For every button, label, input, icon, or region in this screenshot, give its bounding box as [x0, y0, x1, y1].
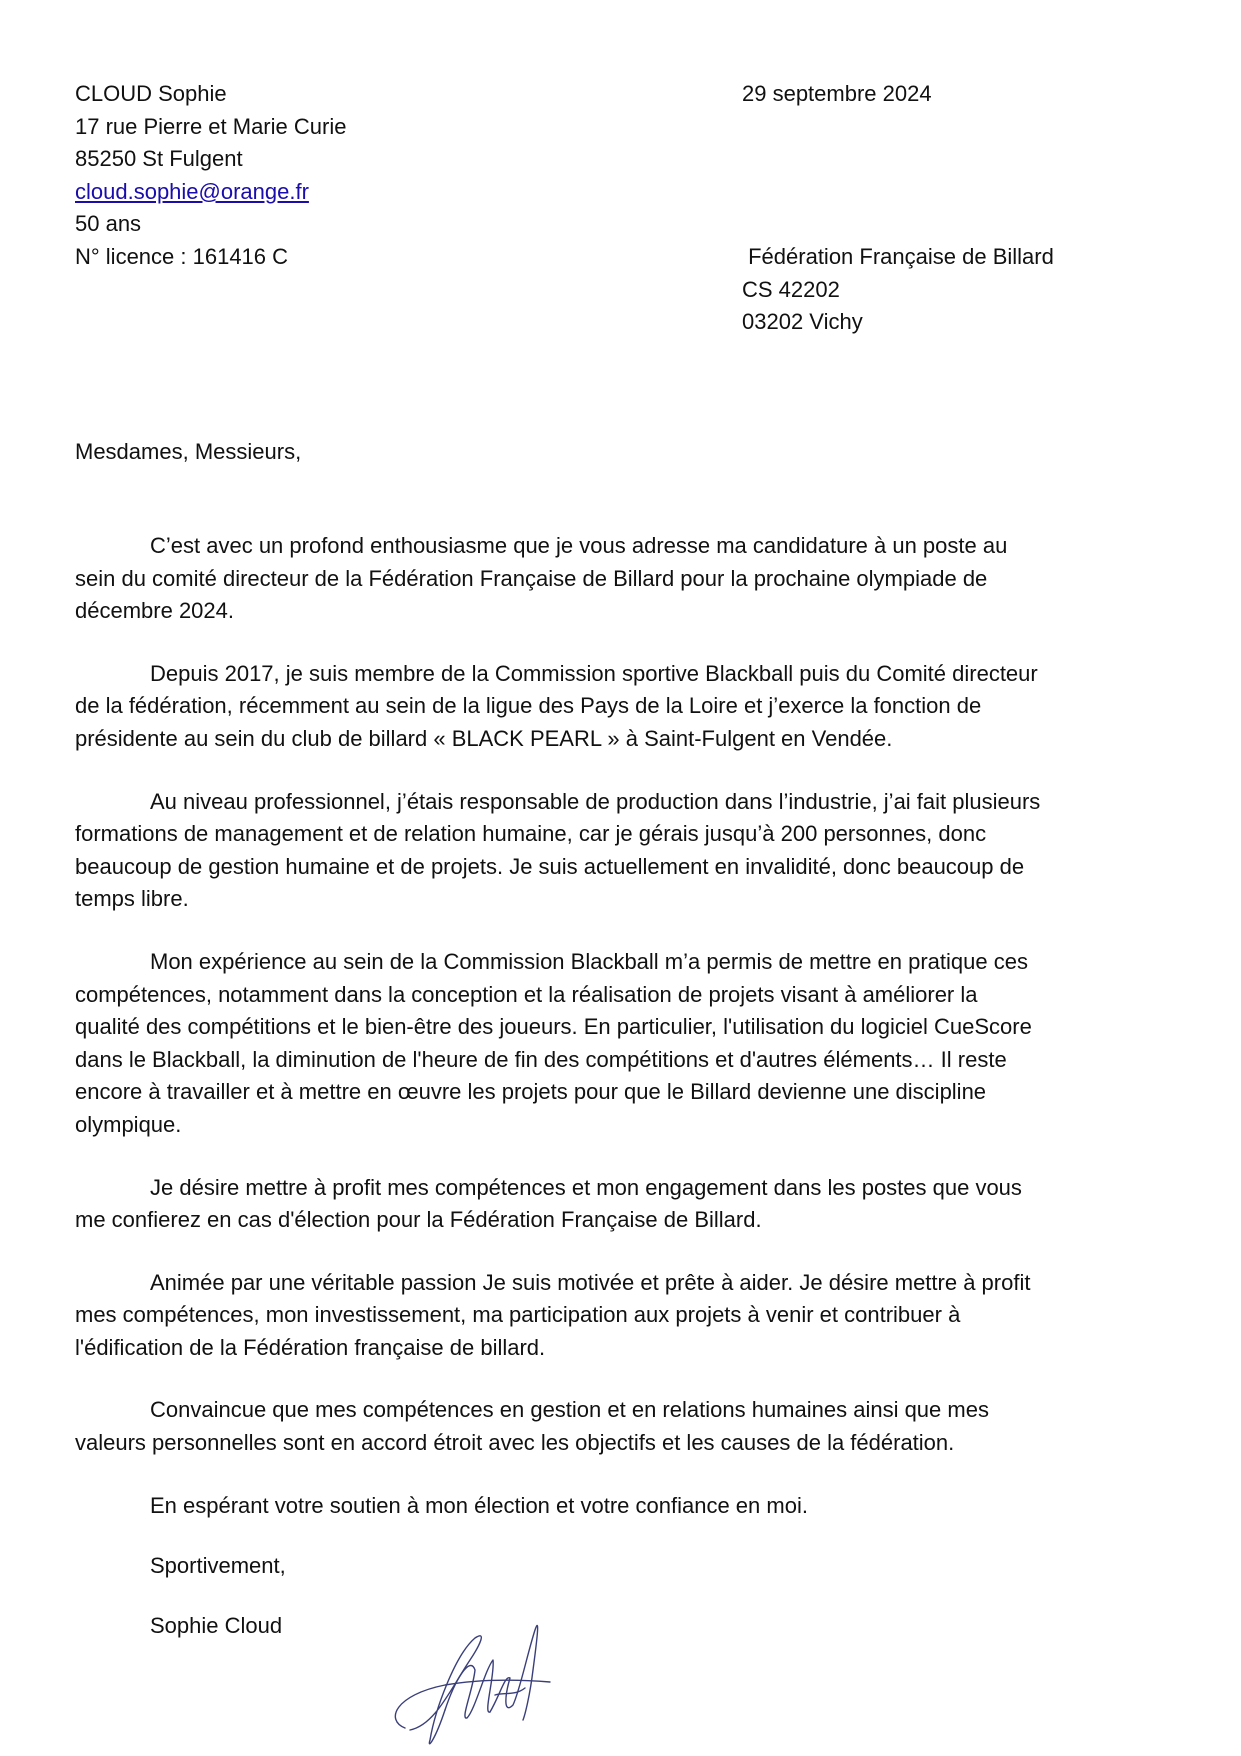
paragraph-line: [75, 946, 1175, 979]
paragraph-line: [75, 723, 1175, 756]
letter-body: [75, 436, 1175, 1642]
paragraph-line: [75, 1109, 1175, 1142]
paragraph-line: [75, 1076, 1175, 1109]
sender-street: 17 rue Pierre et Marie Curie: [75, 113, 347, 139]
paragraph-line: [75, 690, 1175, 723]
paragraph: [75, 658, 1175, 756]
paragraph-line: [75, 595, 1175, 628]
paragraph: [75, 1267, 1175, 1365]
paragraph-text: Depuis 2017, je suis membre de la Commission sportive Blackball puis du Comité directeur: [150, 660, 1038, 686]
paragraph-text: décembre 2024.: [75, 598, 234, 624]
paragraph-text: temps libre.: [75, 886, 189, 912]
paragraph-text: C’est avec un profond enthousiasme que je vous adresse ma candidature à un poste au: [150, 533, 1008, 558]
signature-name: Sophie Cloud: [150, 1612, 283, 1638]
handwritten-signature-icon: [375, 1600, 595, 1750]
paragraph-text: qualité des compétitions et le bien-être des joueurs. En particulier, l'utilisation du logiciel CueScore: [75, 1014, 1032, 1040]
paragraph-line: [75, 1044, 1175, 1077]
sender-block: [75, 78, 346, 274]
paragraph-text: Animée par une véritable passion Je suis motivée et prête à aider. Je désire mettre à profit: [150, 1269, 1031, 1295]
recipient-box: CS 42202: [742, 276, 840, 302]
paragraph: [75, 530, 1175, 628]
sender-age: 50 ans: [75, 211, 142, 237]
paragraph-line: [75, 1427, 1175, 1460]
recipient-block: [742, 241, 1054, 339]
paragraph-text: sein du comité directeur de la Fédération Française de Billard pour la prochaine olympiade de: [75, 565, 988, 591]
paragraph-text: mes compétences, mon investissement, ma participation aux projets à venir et contribuer à: [75, 1302, 961, 1328]
paragraph: [75, 1172, 1175, 1237]
paragraph-line: [75, 979, 1175, 1012]
paragraph-line: [75, 1394, 1175, 1427]
paragraph-line: [75, 1172, 1175, 1205]
paragraph-text: Au niveau professionnel, j’étais responsable de production dans l’industrie, j’ai fait plusieurs: [150, 788, 1041, 814]
paragraph-line: [75, 1204, 1175, 1237]
paragraph-line: [75, 658, 1175, 691]
paragraph-text: présidente au sein du club de billard « BLACK PEARL » à Saint-Fulgent en Vendée.: [75, 725, 893, 751]
paragraph-line: [75, 1011, 1175, 1044]
paragraph-text: Convaincue que mes compétences en gestion et en relations humaines ainsi que mes: [150, 1397, 989, 1423]
closing-hope: En espérant votre soutien à mon élection et votre confiance en moi.: [150, 1492, 808, 1518]
paragraph-text: compétences, notamment dans la conception et la réalisation de projets visant à améliorer la: [75, 981, 978, 1007]
letter-date: 29 septembre 2024: [742, 81, 932, 106]
paragraph: [75, 1394, 1175, 1459]
paragraph-text: Je désire mettre à profit mes compétences et mon engagement dans les postes que vous: [150, 1174, 1022, 1200]
paragraph-text: beaucoup de gestion humaine et de projets. Je suis actuellement en invalidité, donc beaucoup de: [75, 853, 1025, 879]
paragraph-line: [75, 818, 1175, 851]
paragraph-list: [75, 530, 1175, 1460]
paragraph: [75, 946, 1175, 1142]
paragraph-line: [75, 563, 1175, 596]
paragraph-line: [75, 1332, 1175, 1365]
paragraph-text: dans le Blackball, la diminution de l'heure de fin des compétitions et d'autres éléments… Il reste: [75, 1046, 1007, 1072]
paragraph-line: [75, 883, 1175, 916]
salutation: Mesdames, Messieurs,: [75, 439, 302, 464]
paragraph-text: Mon expérience au sein de la Commission Blackball m’a permis de mettre en pratique ces: [150, 948, 1028, 974]
paragraph-text: valeurs personnelles sont en accord étroit avec les objectifs et les causes de la fédération.: [75, 1430, 955, 1456]
sender-name: CLOUD Sophie: [75, 81, 227, 106]
signature-drawing: [375, 1600, 595, 1750]
paragraph-line: [75, 1267, 1175, 1300]
sender-city: 85250 St Fulgent: [75, 146, 243, 172]
paragraph: [75, 786, 1175, 916]
paragraph-line: [75, 786, 1175, 819]
paragraph-text: l'édification de la Fédération française de billard.: [75, 1334, 546, 1360]
paragraph-line: [75, 1299, 1175, 1332]
signature-stroke: [490, 1626, 538, 1720]
sender-licence: N° licence : 161416 C: [75, 243, 289, 269]
paragraph-text: encore à travailler et à mettre en œuvre les projets pour que le Billard devienne une discipline: [75, 1079, 987, 1105]
closing-regards: Sportivement,: [150, 1552, 286, 1578]
paragraph-text: olympique.: [75, 1111, 182, 1137]
sender-email-link[interactable]: cloud.sophie@orange.fr: [75, 178, 309, 204]
paragraph-line: [75, 530, 1175, 563]
paragraph-line: [75, 851, 1175, 884]
paragraph-text: de la fédération, récemment au sein de la ligue des Pays de la Loire et j’exerce la fonction de: [75, 693, 982, 719]
recipient-name: Fédération Française de Billard: [742, 244, 1054, 269]
paragraph-text: me confierez en cas d'élection pour la Fédération Française de Billard.: [75, 1207, 762, 1233]
recipient-city: 03202 Vichy: [742, 309, 863, 335]
paragraph-text: formations de management et de relation humaine, car je gérais jusqu’à 200 personnes, donc: [75, 821, 987, 847]
